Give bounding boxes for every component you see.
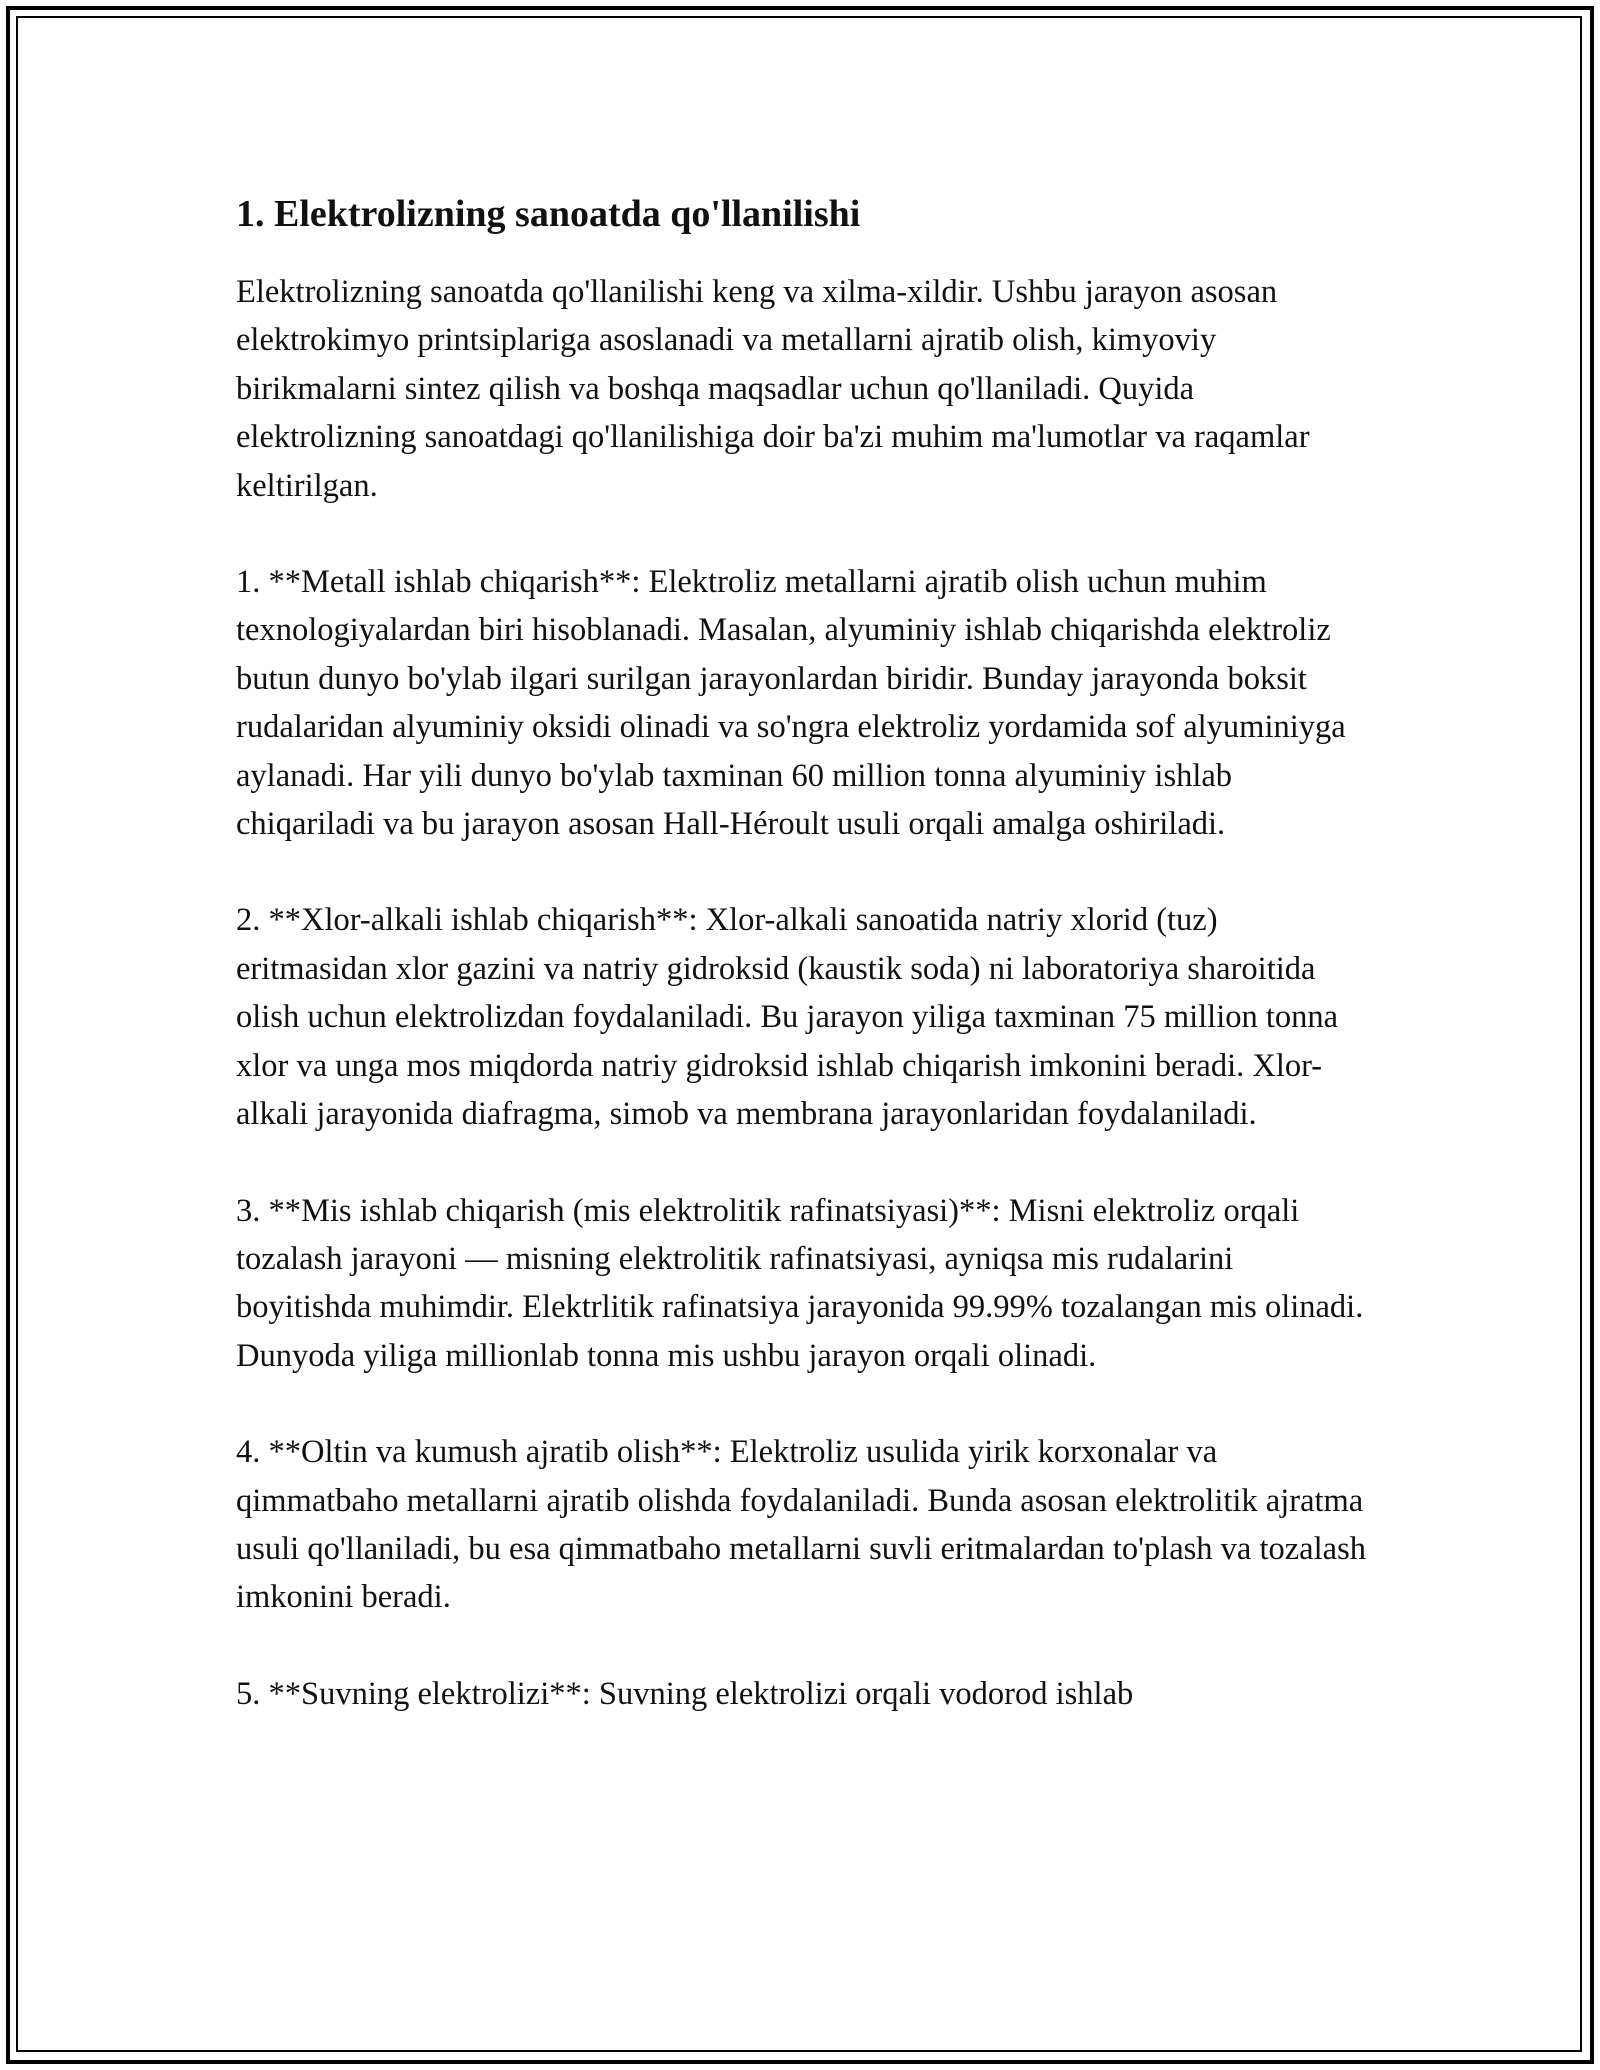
section-heading: 1. Elektrolizning sanoatda qo'llanilishi bbox=[236, 193, 861, 235]
paragraph-water-electrolysis: 5. **Suvning elektrolizi**: Suvning elektrolizi orqali vodorod ishlab bbox=[236, 1675, 1134, 1712]
paragraph-copper-refining: 3. **Mis ishlab chiqarish (mis elektrolitik rafinatsiyasi)**: Misni elektroliz orqali tozalash jarayoni — misning elektrolitik rafinatsiyasi, ayniqsa mis rudalarini boyitishda muhimdir. Elektrlitik rafinatsiya jarayonida 99.99% tozalangan mis olinadi. Dunyoda yiliga millionlab tonna mis ushbu jarayon orqali olinadi. bbox=[236, 1192, 1364, 1374]
intro-paragraph: Elektrolizning sanoatda qo'llanilishi keng va xilma-xildir. Ushbu jarayon asosan elektrokimyo printsiplariga asoslanadi va metallarni ajratib olish, kimyoviy birikmalarni sintez qilish va boshqa maqsadlar uchun qo'llaniladi. Quyida elektrolizning sanoatdagi qo'llanilishiga doir ba'zi muhim ma'lumotlar va raqamlar keltirilgan. bbox=[236, 274, 1310, 504]
paragraph-gold-silver: 4. **Oltin va kumush ajratib olish**: Elektroliz usulida yirik korxonalar va qimmatbaho metallarni ajratib olishda foydalaniladi. Bunda asosan elektrolitik ajratma usuli qo'llaniladi, bu esa qimmatbaho metallarni suvli eritmalardan to'plash va tozalash imkonini beradi. bbox=[236, 1434, 1366, 1616]
paragraph-metal-production: 1. **Metall ishlab chiqarish**: Elektroliz metallarni ajratib olish uchun muhim texnologiyalardan biri hisoblanadi. Masalan, alyuminiy ishlab chiqarishda elektroliz butun dunyo bo'ylab ilgari surilgan jarayonlardan biridir. Bunday jarayonda boksit rudalaridan alyuminiy oksidi olinadi va so'ngra elektroliz yordamida sof alyuminiyga aylanadi. Har yili dunyo bo'ylab taxminan 60 million tonna alyuminiy ishlab chiqariladi va bu jarayon asosan Hall-Héroult usuli orqali amalga oshiriladi. bbox=[236, 564, 1346, 843]
paragraph-chlor-alkali: 2. **Xlor-alkali ishlab chiqarish**: Xlor-alkali sanoatida natriy xlorid (tuz) eritmasidan xlor gazini va natriy gidroksid (kaustik soda) ni laboratoriya sharoitida olish uchun elektrolizdan foydalaniladi. Bu jarayon yiliga taxminan 75 million tonna xlor va unga mos miqdorda natriy gidroksid ishlab chiqarish imkonini beradi. Xlor-alkali jarayonida diafragma, simob va membrana jarayonlaridan foydalaniladi. bbox=[236, 902, 1339, 1133]
document-body bbox=[236, 186, 1366, 1766]
